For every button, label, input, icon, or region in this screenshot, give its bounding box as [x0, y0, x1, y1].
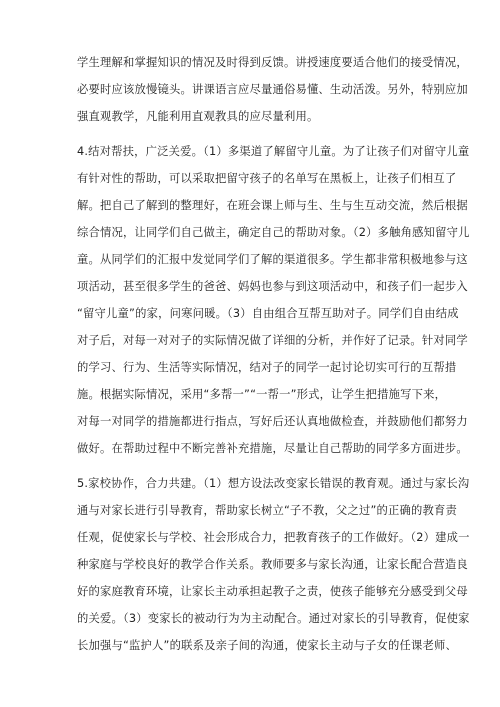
- text-line: 做好。在帮助过程中不断完善补充措施，尽量让自己帮助的同学多方面进步。: [77, 442, 468, 455]
- text-line: 对每一对同学的措施都进行指点，写好后还认真地做检查，并鼓励他们都努力: [77, 415, 468, 428]
- text-line: 的关爱。（3）变家长的被动行为为主动配合。通过对家长的引导教育，促使家: [77, 612, 470, 625]
- text-line: 综合情况，让同学们自己做主，确定自己的帮助对象。（2）多触角感知留守儿: [77, 226, 470, 239]
- text-line: 的学习、行为、生活等实际情况，结对子的同学一起讨论切实可行的互帮措: [77, 361, 457, 374]
- text-line: 对子后，对每一对对子的实际情况做了详细的分析，并作好了记录。针对同学: [77, 334, 468, 347]
- text-line: 5.家校协作，合力共建。（1）想方设法改变家长错误的教育观。通过与家长沟: [77, 477, 470, 490]
- text-line: 学生理解和掌握知识的情况及时得到反馈。讲授速度要适合他们的接受情况，: [77, 56, 468, 69]
- text-line: “留守儿童”的家，问寒问暖。（3）自由组合互帮互助对子。同学们自由结成: [77, 307, 459, 320]
- text-line: 任观，促使家长与学校、社会形成合力，把教育孩子的工作做好。（2）建成一: [77, 531, 470, 544]
- text-line: 4.结对帮扶，广泛关爱。（1）多渠道了解留守儿童。为了让孩子们对留守儿童: [77, 145, 470, 158]
- text-line: 强直观教学，凡能利用直观教具的应尽量利用。: [77, 110, 319, 123]
- text-line: 长加强与“监护人”的联系及亲子间的沟通，使家长主动与子女的任课老师、: [77, 639, 458, 652]
- text-line: 解。把自己了解到的整理好，在班会课上师与生、生与生互动交流，然后根据: [77, 199, 468, 212]
- text-line: 项活动，甚至很多学生的爸爸、妈妈也参与到这项活动中，和孩子们一起步入: [77, 280, 468, 293]
- text-line: 施。根据实际情况，采用“多帮一”“一帮一”形式，让学生把措施写下来，: [77, 388, 447, 401]
- text-line: 好的家庭教育环境，让家长主动承担起教子之责，使孩子能够充分感受到父母: [77, 585, 468, 598]
- text-line: 必要时应该放慢镜头。讲课语言应尽量通俗易懂、生动活泼。另外，特别应加: [77, 83, 468, 96]
- text-line: 通与对家长进行引导教育，帮助家长树立“子不教，父之过”的正确的教育责: [77, 504, 458, 517]
- text-line: 童。从同学们的汇报中发觉同学们了解的渠道很多。学生都非常积极地参与这: [77, 253, 468, 266]
- text-line: 种家庭与学校良好的教学合作关系。教师要多与家长沟通，让家长配合营造良: [77, 558, 468, 571]
- text-line: 有针对性的帮助，可以采取把留守孩子的名单写在黑板上，让孩子们相互了: [77, 172, 457, 185]
